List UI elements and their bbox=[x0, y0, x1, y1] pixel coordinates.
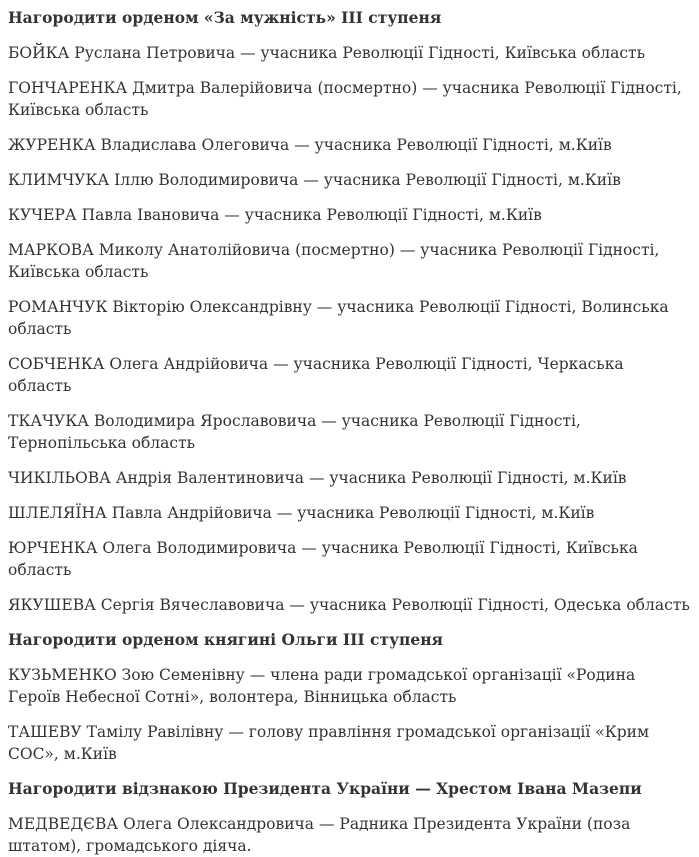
award-entry: ТАШЕВУ Тамілу Равілівну — голову правління громадської організації «Крим СОС», м.Київ bbox=[8, 723, 650, 763]
section-heading-order-of-princess-olga: Нагородити орденом княгині Ольги ІІІ ступеня bbox=[8, 630, 444, 649]
section-heading-cross-of-ivan-mazepa: Нагородити відзнакою Президента України — Хрестом Івана Мазепи bbox=[8, 779, 642, 798]
award-entry: ЮРЧЕНКА Олега Володимировича — учасника Революції Гідності, Київська область bbox=[8, 539, 638, 579]
award-entry: ГОНЧАРЕНКА Дмитра Валерійовича (посмертно) — учасника Революції Гідності, Київська область bbox=[8, 79, 682, 119]
award-entry: ЯКУШЕВА Сергія Вячеславовича — учасника Революції Гідності, Одеська область bbox=[8, 596, 690, 614]
award-entry: МАРКОВА Миколу Анатолійовича (посмертно) — учасника Революції Гідності, Київська область bbox=[8, 241, 660, 281]
award-entry: СОБЧЕНКА Олега Андрійовича — учасника Революції Гідності, Черкаська область bbox=[8, 355, 624, 395]
award-entry: КУЗЬМЕНКО Зою Семенівну — члена ради громадської організації «Родина Героїв Небесної Сотні», волонтера, Вінницька область bbox=[8, 666, 636, 706]
award-entry: КУЧЕРА Павла Івановича — учасника Революції Гідності, м.Київ bbox=[8, 206, 542, 224]
award-entry: РОМАНЧУК Вікторію Олександрівну — учасника Революції Гідності, Волинська область bbox=[8, 298, 669, 338]
award-entry: БОЙКА Руслана Петровича — учасника Революції Гідності, Київська область bbox=[8, 44, 646, 62]
award-entry: ЧИКІЛЬОВА Андрія Валентиновича — учасника Революції Гідності, м.Київ bbox=[8, 469, 627, 487]
award-entry: ТКАЧУКА Володимира Ярославовича — учасника Революції Гідності, Тернопільська область bbox=[8, 412, 581, 452]
section-heading-order-for-courage: Нагородити орденом «За мужність» ІІІ ступеня bbox=[8, 8, 442, 27]
award-entry: КЛИМЧУКА Іллю Володимировича — учасника Революції Гідності, м.Київ bbox=[8, 171, 621, 189]
award-entry: ШЛЕЛЯЇНА Павла Андрійовича — учасника Революції Гідності, м.Київ bbox=[8, 504, 595, 522]
award-entry: ЖУРЕНКА Владислава Олеговича — учасника Революції Гідності, м.Київ bbox=[8, 136, 612, 154]
award-entry: МЕДВЕДЄВА Олега Олександровича — Радника Президента України (поза штатом), громадського діяча. bbox=[8, 815, 631, 855]
